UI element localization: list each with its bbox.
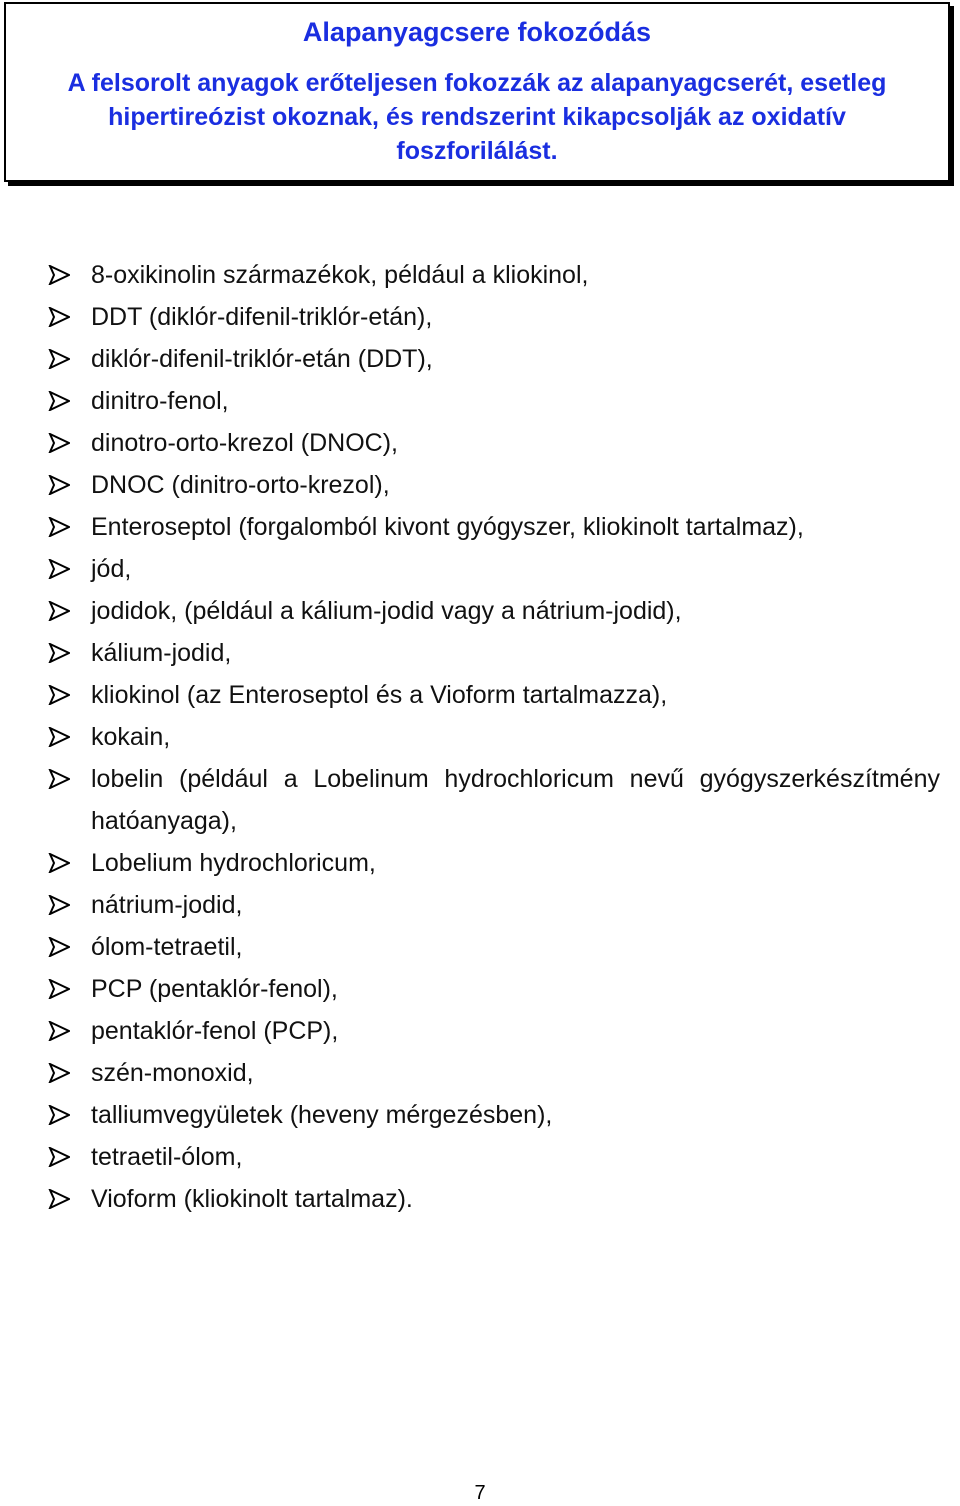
arrowhead-right-icon [48,1147,70,1167]
list-item [48,842,940,884]
list-item-text: kliokinol (az Enteroseptol és a Vioform tartalmazza), [91,681,668,709]
arrowhead-right-icon [48,1105,70,1125]
arrowhead-right-icon [48,643,70,663]
arrowhead-right-icon [48,433,70,453]
list-item-text: Lobelium hydrochloricum, [91,849,376,877]
arrowhead-right-icon [48,349,70,369]
list-item [48,884,940,926]
arrowhead-right-icon [48,391,70,411]
list-item [48,758,940,842]
arrowhead-right-icon [48,265,70,285]
list-item [48,254,940,296]
list-item-text: Vioform (kliokinolt tartalmaz). [91,1185,413,1213]
list-item [48,674,940,716]
list-item [48,968,940,1010]
arrowhead-right-icon [48,517,70,537]
list-item [48,632,940,674]
list-item-text: kokain, [91,723,171,751]
arrowhead-right-icon [48,937,70,957]
list-item-text: kálium-jodid, [91,639,232,667]
list-item [48,1136,940,1178]
list-item-text: tetraetil-ólom, [91,1143,243,1171]
list-item [48,464,940,506]
arrowhead-right-icon [48,727,70,747]
list-item [48,716,940,758]
title-box [4,2,950,182]
arrowhead-right-icon [48,685,70,705]
page-number: 7 [474,1482,486,1504]
list-item-text: talliumvegyületek (heveny mérgezésben), [91,1101,553,1129]
list-item-text: dinotro-orto-krezol (DNOC), [91,429,399,457]
list-item-text: pentaklór-fenol (PCP), [91,1017,339,1045]
list-item [48,1094,940,1136]
list-item [48,296,940,338]
arrowhead-right-icon [48,601,70,621]
arrowhead-right-icon [48,895,70,915]
page-title: Alapanyagcsere fokozódás [302,17,652,47]
list-item-text: jodidok, (például a kálium-jodid vagy a nátrium-jodid), [91,597,682,625]
arrowhead-right-icon [48,979,70,999]
arrowhead-right-icon [48,1189,70,1209]
list-item-text: DNOC (dinitro-orto-krezol), [91,471,390,499]
arrowhead-right-icon [48,853,70,873]
list-item [48,1178,940,1220]
list-item-text: ólom-tetraetil, [91,933,243,961]
arrowhead-right-icon [48,475,70,495]
list-item-text: jód, [91,555,132,583]
list-item [48,1010,940,1052]
list-item [48,506,940,548]
list-item-text: PCP (pentaklór-fenol), [91,975,338,1003]
list-item-text: 8-oxikinolin származékok, például a kliokinol, [91,261,589,289]
list-item [48,926,940,968]
substance-list [48,254,940,1220]
list-item-text: lobelin (például a Lobelinum hydrochloricum nevű gyógyszerkészítmény hatóanyaga), [91,765,940,835]
list-item [48,380,940,422]
list-item-text: DDT (diklór-difenil-triklór-etán), [91,303,433,331]
list-item-text: szén-monoxid, [91,1059,254,1087]
arrowhead-right-icon [48,307,70,327]
list-item [48,422,940,464]
arrowhead-right-icon [48,1021,70,1041]
arrowhead-right-icon [48,769,70,789]
page-subtitle: A felsorolt anyagok erőteljesen fokozzák az alapanyagcserét, esetleg hipertireózist okoznak, és rendszerint kikapcsolják az oxidatív foszforilálást. [67,69,887,165]
list-item-text: dinitro-fenol, [91,387,229,415]
list-item [48,338,940,380]
list-item [48,590,940,632]
list-item-text: diklór-difenil-triklór-etán (DDT), [91,345,433,373]
list-item-text: nátrium-jodid, [91,891,243,919]
list-item-text: Enteroseptol (forgalomból kivont gyógyszer, kliokinolt tartalmaz), [91,513,804,541]
list-item [48,1052,940,1094]
arrowhead-right-icon [48,1063,70,1083]
arrowhead-right-icon [48,559,70,579]
list-item [48,548,940,590]
